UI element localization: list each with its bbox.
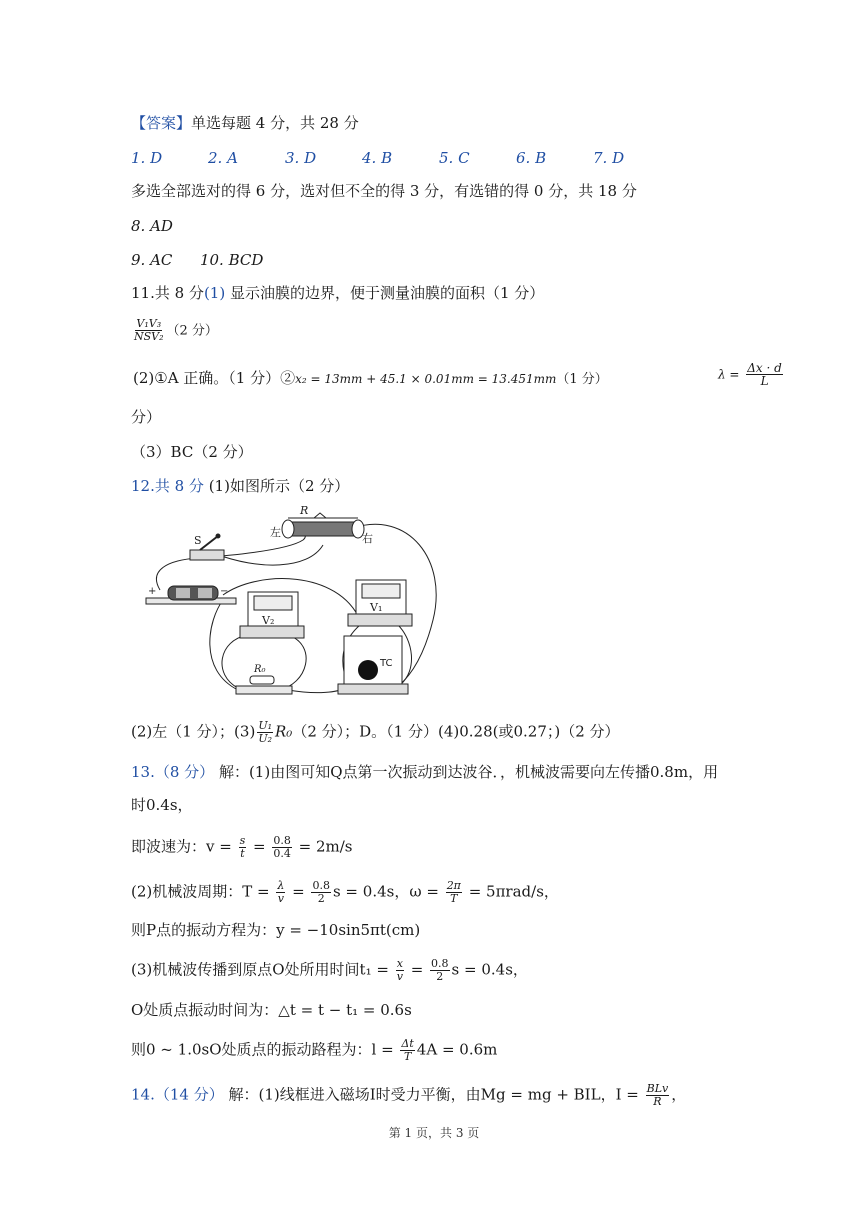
- q13-l2: 时0.4s，: [131, 796, 193, 814]
- q11-part3: （3）BC（2 分）: [131, 443, 253, 461]
- q13-l8-frac: [400, 1038, 414, 1063]
- q9-answer: [131, 250, 263, 270]
- q13-l4-b: s = 0.4s，ω =: [332, 882, 439, 901]
- choice-4: 4. B: [362, 149, 393, 167]
- q12-part1: (1)如图所示（2 分）: [203, 477, 350, 495]
- q13-l8-f-den: T: [403, 1050, 412, 1063]
- svg-text:−: −: [220, 586, 229, 597]
- choice-7: 7. D: [593, 149, 625, 167]
- rheostat-right-label: 右: [362, 532, 373, 545]
- choice-6: 6. B: [516, 149, 547, 167]
- q14-l1-a: 解：(1)线框进入磁场I时受力平衡，由Mg = mg + BIL，I =: [223, 1085, 639, 1104]
- q11-head: 11.共 8 分: [131, 284, 204, 302]
- q13-l3: [131, 835, 352, 860]
- q12-frac-num: U₁: [258, 719, 272, 732]
- choice-3: 3. D: [285, 149, 317, 167]
- q13-l4-f3-den: T: [450, 892, 458, 905]
- q11-part2-formula: x₂ = 13mm + 45.1 × 0.01mm = 13.451mm: [295, 372, 557, 386]
- choice-1: 1. D: [131, 149, 163, 167]
- q13-l4-f1-num: λ: [277, 879, 285, 892]
- q11-part2-tail: 分）: [131, 408, 162, 426]
- v2-label: V₂: [262, 614, 275, 627]
- q13-l4-f2-num: 0.8: [312, 879, 330, 892]
- q11-part1-text: 显示油膜的边界，便于测量油膜的面积（1 分）: [225, 284, 545, 302]
- q13-l8-b: 4A = 0.6m: [416, 1040, 498, 1059]
- q13-l4-f2-den: 2: [317, 892, 325, 905]
- q12-answer-line: [131, 720, 620, 745]
- q11-part1: [131, 283, 544, 303]
- answer-header-text: 单选每题 4 分，共 28 分: [191, 114, 359, 132]
- q14-head: 14.（14 分）: [131, 1085, 224, 1104]
- q13-l4-a: (2)机械波周期：T =: [131, 882, 270, 901]
- q13-l6-a: (3)机械波传播到原点O处所用时间t₁ =: [131, 960, 389, 979]
- q13-l6-eq: =: [405, 960, 429, 979]
- q11-part1-label: (1): [203, 284, 226, 302]
- resistor-r0-icon: [236, 664, 292, 694]
- q13-l3-a: 即波速为：v =: [131, 837, 232, 856]
- q13-l7: O处质点振动时间为：△t = t − t₁ = 0.6s: [131, 1001, 412, 1019]
- q13-l6-frac2: [430, 958, 450, 983]
- q12-answer-b: （2 分）；D。（1 分）(4)0.28(或0.27；)（2 分）: [292, 722, 620, 741]
- q13-l6-f2-den: 2: [436, 970, 444, 983]
- tc-label: TC: [380, 658, 393, 669]
- q11-part2-score: （1 分）: [556, 372, 608, 387]
- q14-l1-f-num: BLv: [646, 1082, 669, 1095]
- q11-frac-den: NSV₂: [134, 330, 164, 343]
- q13-l4-f1-den: v: [277, 892, 284, 905]
- q13-l3-f2-den: 0.4: [273, 847, 291, 860]
- q14-l1-b: ，: [671, 1085, 687, 1104]
- q11-lambda-den: L: [760, 374, 769, 388]
- q11-part2-a: (2)①A 正确。（1 分）②: [133, 369, 296, 387]
- q11-lambda: [718, 362, 785, 387]
- switch-label: S: [194, 534, 202, 547]
- q13-l4-f3-num: 2π: [446, 879, 461, 892]
- q13-l5: 则P点的振动方程为：y = −10sin5πt(cm): [131, 921, 421, 939]
- thermistor-tc-icon: [338, 636, 408, 694]
- q13-l4-frac3: [446, 880, 462, 905]
- q11-lambda-frac: [746, 362, 783, 387]
- q13-l8-a: 则0 ~ 1.0sO处质点的振动路程为：l =: [131, 1040, 394, 1059]
- q13-l3-frac1: [239, 835, 247, 860]
- q13-l3-eq: =: [248, 837, 271, 856]
- switch-icon: [190, 534, 224, 561]
- r0-label: R₀: [254, 664, 266, 675]
- q13-line1: [131, 762, 718, 782]
- rheostat-left-label: 左: [270, 526, 281, 539]
- choice-2: 2. A: [208, 149, 238, 167]
- choice-5: 5. C: [439, 149, 470, 167]
- q13-l4: [131, 880, 559, 905]
- q13-l4-eq: =: [287, 882, 310, 901]
- q13-head: 13.（8 分）: [131, 763, 215, 781]
- q13-l6: [131, 958, 528, 983]
- q11-frac-score: （2 分）: [166, 323, 218, 339]
- q13-l4-frac1: [276, 880, 285, 905]
- q12-answer-frac: [257, 720, 273, 745]
- q12-answer-r0: R₀: [275, 722, 293, 741]
- q13-l3-frac2: [272, 835, 292, 860]
- q13-l4-c: = 5πrad/s，: [463, 882, 559, 901]
- q13-l6-f1-den: v: [396, 970, 403, 983]
- q12-head: 12.共 8 分: [131, 477, 204, 495]
- v1-label: V₁: [370, 601, 383, 614]
- q13-l8: [131, 1038, 497, 1063]
- answer-tag: 【答案】: [131, 114, 192, 132]
- rheostat-label: R: [300, 504, 309, 517]
- q9-text: 9. AC: [131, 251, 173, 269]
- q13-l6-f1-num: x: [396, 957, 403, 970]
- q13-l6-f2-num: 0.8: [431, 957, 449, 970]
- svg-text:+: +: [148, 586, 157, 597]
- single-choice-row: [131, 148, 670, 168]
- q14-l1-frac: [646, 1083, 670, 1108]
- q13-l3-f1-den: t: [240, 847, 245, 860]
- circuit-diagram: [138, 500, 448, 705]
- q13-l6-frac1: [396, 958, 404, 983]
- q13-l3-f1-num: s: [239, 834, 246, 847]
- page-footer: 第 1 页，共 3 页: [388, 1126, 480, 1140]
- q11-lambda-lhs: λ =: [718, 367, 740, 382]
- q13-l8-f-num: Δt: [401, 1037, 414, 1050]
- q10-text: 10. BCD: [199, 251, 264, 269]
- multi-choice-note: 多选全部选对的得 6 分，选对但不全的得 3 分，有选错的得 0 分，共 18 分: [131, 182, 637, 200]
- q11-lambda-num: Δx · d: [747, 361, 782, 375]
- q12-head-line: [131, 476, 349, 496]
- q8-answer: 8. AD: [131, 217, 173, 235]
- q11-part2: [133, 368, 608, 390]
- q13-l3-b: = 2m/s: [293, 837, 353, 856]
- answer-header: [131, 113, 359, 133]
- q14-l1-f-den: R: [653, 1095, 662, 1108]
- q13-l3-f2-num: 0.8: [273, 834, 291, 847]
- q12-frac-den: U₂: [258, 732, 272, 745]
- q13-l6-b: s = 0.4s，: [451, 960, 528, 979]
- voltmeter-v1-icon: [348, 580, 412, 626]
- q13-l4-frac2: [311, 880, 331, 905]
- q11-frac-num: V₁V₃: [136, 317, 162, 330]
- rheostat-icon: [270, 504, 373, 545]
- q11-fraction-line: [131, 318, 218, 343]
- q13-l1: 解：(1)由图可知Q点第一次振动到达波谷．，机械波需要向左传播0.8m，用: [214, 763, 719, 781]
- q11-fraction: [133, 318, 165, 343]
- q12-answer-a: (2)左（1 分）；(3): [131, 722, 256, 741]
- voltmeter-v2-icon: [240, 592, 304, 638]
- q14-line1: [131, 1083, 686, 1108]
